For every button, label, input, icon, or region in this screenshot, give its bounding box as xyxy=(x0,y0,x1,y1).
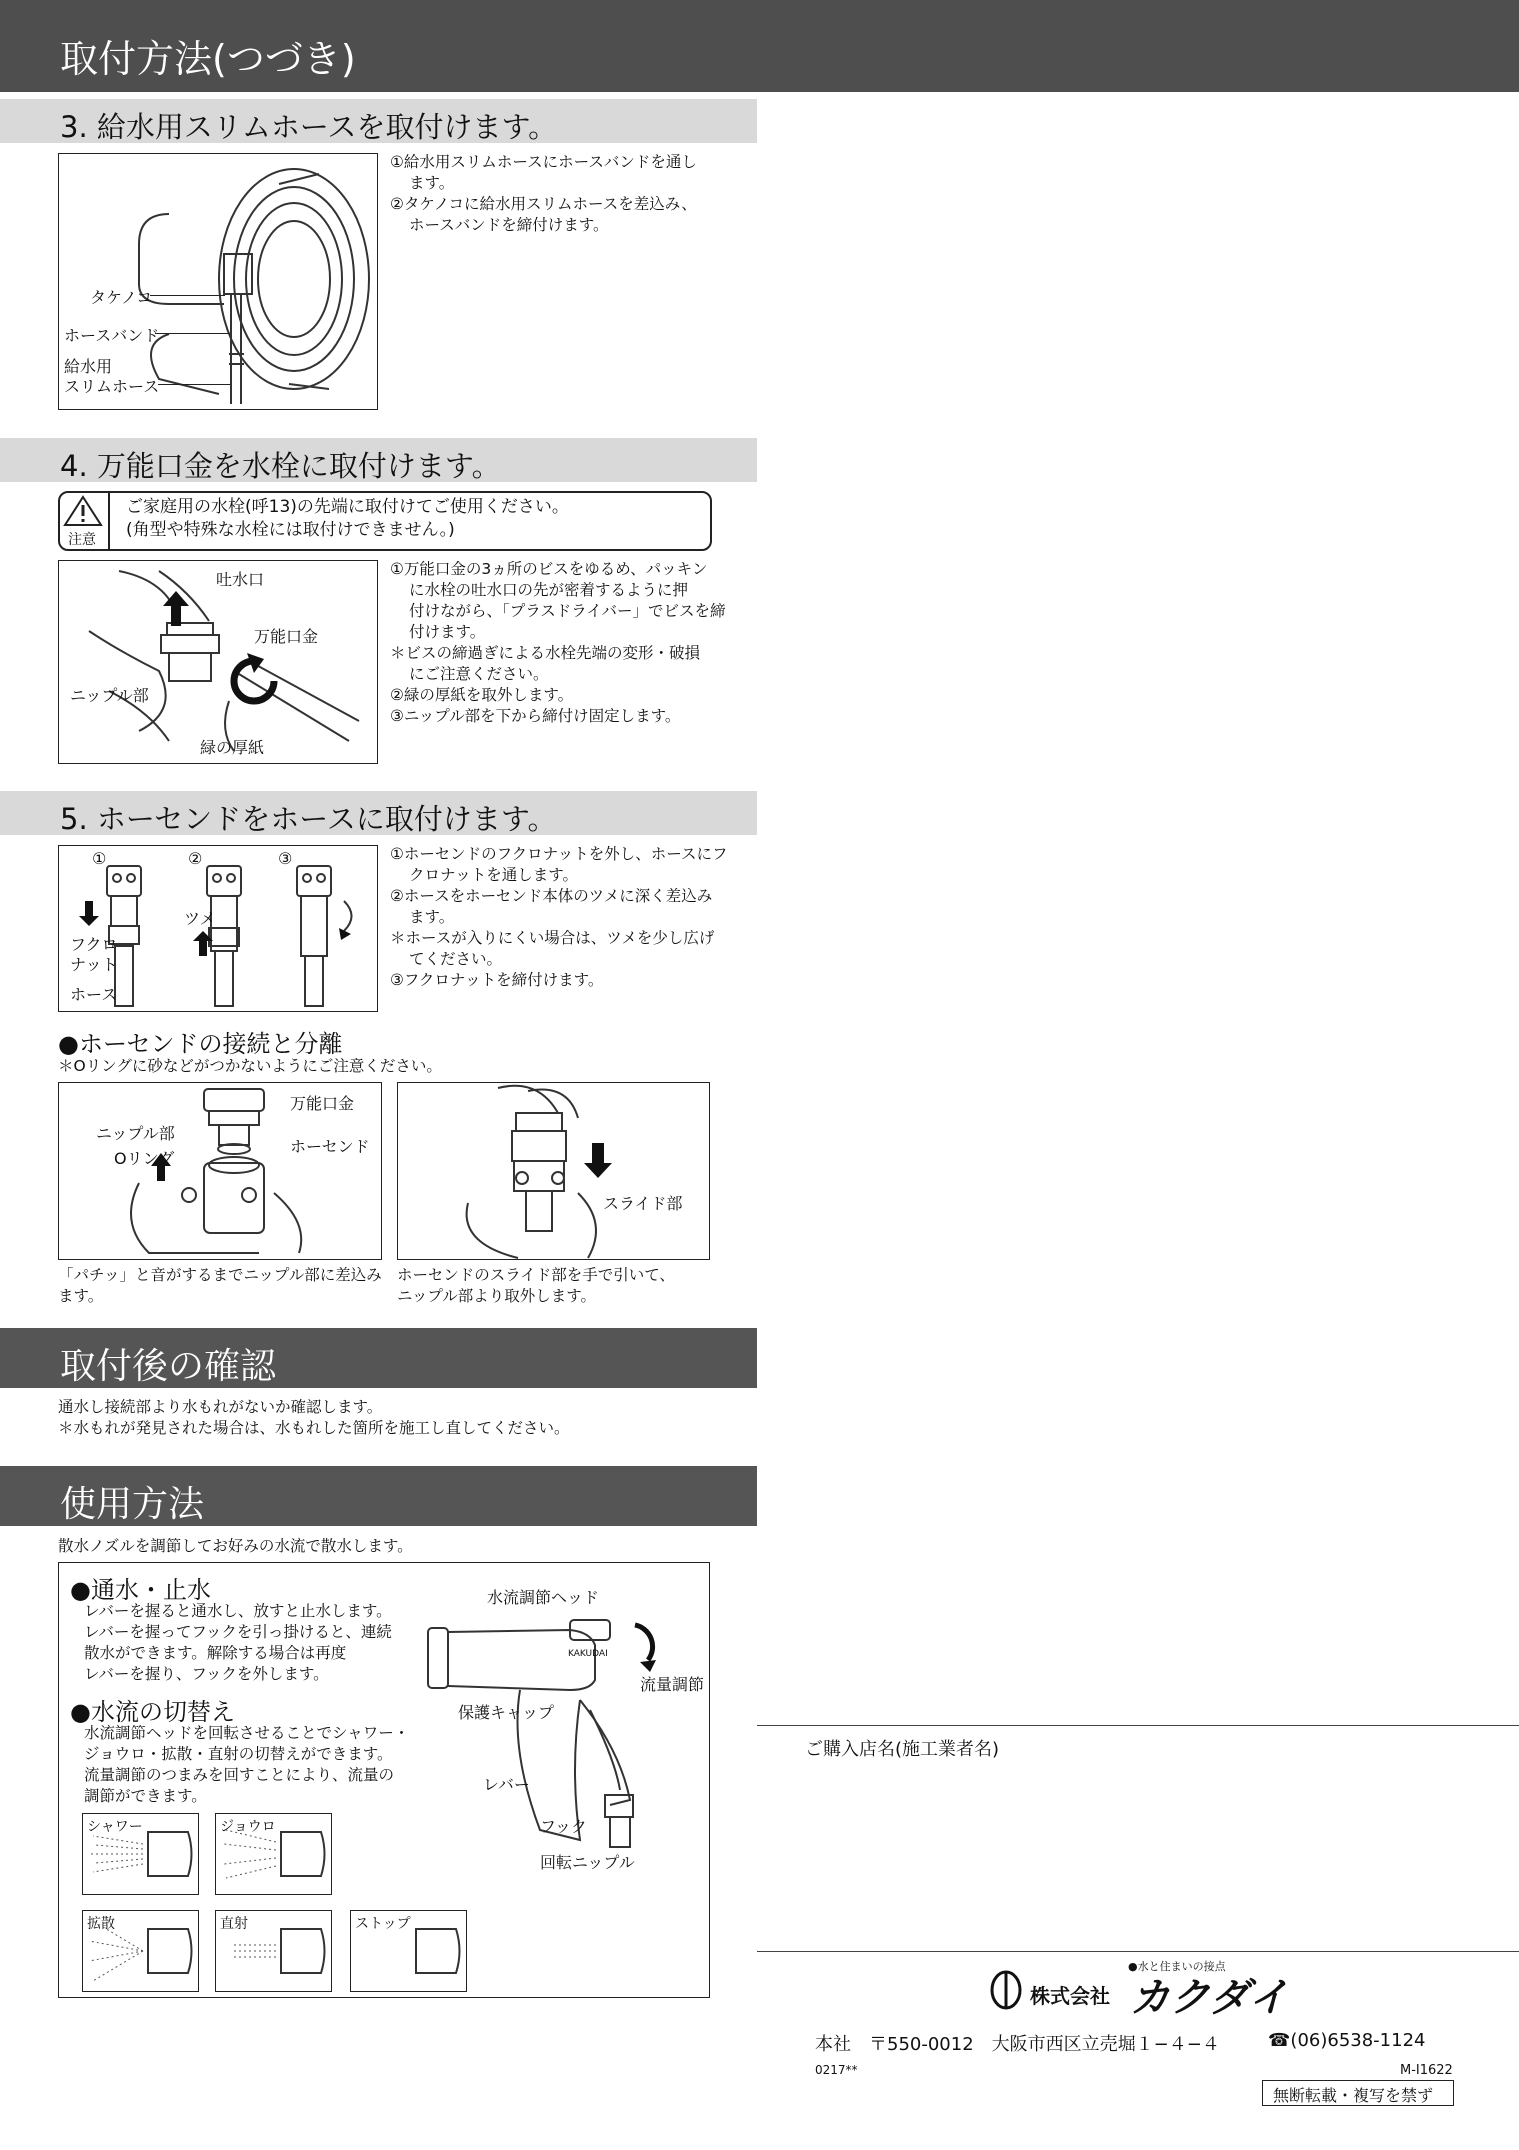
label-nipple-2: ニップル部 xyxy=(96,1124,175,1143)
right-caption xyxy=(397,1265,675,1307)
label-spout: 吐水口 xyxy=(216,570,265,589)
label-cap: 保護キャップ xyxy=(458,1703,555,1722)
footer-tagline: ●水と住まいの接点 xyxy=(1128,1960,1226,1973)
caution-line: ご家庭用の水栓(呼13)の先端に取付けてご使用ください。 xyxy=(126,497,569,517)
stop-icon xyxy=(351,1911,466,1991)
caption-line: ニップル部より取外します。 xyxy=(397,1287,597,1305)
instruction-line: てください。 xyxy=(409,950,503,968)
label-slimhose-1: 給水用 xyxy=(64,357,113,376)
instruction-line: ます。 xyxy=(409,174,455,192)
label-takenoko: タケノコ xyxy=(90,288,153,307)
logo-mark xyxy=(990,1970,1022,2010)
check-heading-band xyxy=(0,1328,757,1388)
step3-instructions xyxy=(390,152,697,236)
code-right: M-I1622 xyxy=(1400,2063,1453,2078)
step-number-1: ① xyxy=(92,849,107,868)
usage-sub1-text xyxy=(84,1601,392,1685)
code-left: 0217** xyxy=(815,2063,858,2077)
label-oring: Oリング xyxy=(114,1149,175,1168)
step3-heading-band xyxy=(0,99,757,143)
usage-line: 流量調節のつまみを回すことにより、流量の xyxy=(84,1766,395,1784)
usage-line: 水流調節ヘッドを回転させることでシャワー・ xyxy=(84,1724,410,1742)
usage-line: レバーを握り、フックを外します。 xyxy=(84,1665,329,1683)
label-nut-2: ナット xyxy=(70,955,118,974)
label-nut-1: フクロ xyxy=(70,935,118,954)
instruction-line: ③ニップル部を下から締付け固定します。 xyxy=(390,707,681,725)
purchase-top-line xyxy=(757,1725,1519,1726)
leader-line xyxy=(150,295,225,296)
check-text xyxy=(58,1397,570,1439)
label-lever: レバー xyxy=(483,1775,530,1794)
connect-note: ＊Oリングに砂などがつかないようにご注意ください。 xyxy=(58,1057,442,1075)
caption-line: ます。 xyxy=(58,1287,104,1305)
instruction-line: ＊ホースが入りにくい場合は、ツメを少し広げ xyxy=(390,929,715,947)
faucet-adapter-drawing xyxy=(59,561,377,763)
mode-diffuse xyxy=(82,1910,199,1992)
usage-sub1: ●通水・止水 xyxy=(70,1576,211,1604)
leader-line xyxy=(158,384,230,385)
mode-label: ジョウロ xyxy=(220,1819,276,1835)
step4-instructions xyxy=(390,559,726,727)
watering-can-icon xyxy=(216,1814,331,1894)
caution-icon-cell xyxy=(58,491,110,551)
step5-heading: 5. ホーセンドをホースに取付けます。 xyxy=(60,802,557,836)
label-adapter-2: 万能口金 xyxy=(290,1094,355,1113)
diffuse-icon xyxy=(83,1911,198,1991)
caution-label: 注意 xyxy=(68,532,96,548)
label-head: 水流調節ヘッド xyxy=(487,1588,600,1607)
step-number-3: ③ xyxy=(278,849,293,868)
purchase-bottom-line xyxy=(757,1951,1519,1952)
usage-line: 散水ができます。解除する場合は再度 xyxy=(84,1644,347,1662)
usage-heading: 使用方法 xyxy=(60,1484,205,1525)
instruction-line: 付けます。 xyxy=(409,623,486,641)
company-address: 本社 〒550-0012 大阪市西区立売堀１−４−４ xyxy=(815,2034,1220,2055)
label-hosend: ホーセンド xyxy=(290,1137,370,1156)
step4-heading-band xyxy=(0,438,757,482)
notice-text: 無断転載・複写を禁ず xyxy=(1273,2086,1434,2105)
usage-intro: 散水ノズルを調節してお好みの水流で散水します。 xyxy=(58,1537,413,1555)
page-title: 取付方法(つづき) xyxy=(60,37,356,81)
usage-sub2-text xyxy=(84,1723,409,1807)
instruction-line: に水栓の吐水口の先が密着するように押 xyxy=(409,581,689,599)
step5-instructions xyxy=(390,844,728,991)
instruction-line: ②タケノコに給水用スリムホースを差込み、 xyxy=(390,195,697,213)
label-nipple-3: 回転ニップル xyxy=(540,1853,635,1872)
brand-mark: KAKUDAI xyxy=(568,1649,608,1659)
instruction-line: ＊ビスの締過ぎによる水栓先端の変形・破損 xyxy=(390,644,701,662)
usage-line: 調節ができます。 xyxy=(84,1787,207,1805)
instruction-line: ホースバンドを締付けます。 xyxy=(409,216,609,234)
mode-label: 直射 xyxy=(220,1916,248,1932)
step4-illustration xyxy=(58,560,378,764)
mode-stop xyxy=(350,1910,467,1992)
label-slide: スライド部 xyxy=(603,1194,683,1213)
instruction-line: クロナットを通します。 xyxy=(409,866,578,884)
mode-jet xyxy=(215,1910,332,1992)
usage-sub2: ●水流の切替え xyxy=(70,1698,235,1726)
company-logo-icon xyxy=(990,1970,1022,2010)
instruction-line: 付けながら、「プラスドライバー」でビスを締 xyxy=(409,602,726,620)
usage-line: ジョウロ・拡散・直射の切替えができます。 xyxy=(84,1745,393,1763)
instruction-line: にご注意ください。 xyxy=(409,665,549,683)
step5-heading-band xyxy=(0,791,757,835)
caption-line: ホーセンドのスライド部を手で引いて、 xyxy=(397,1266,675,1284)
instruction-line: ③フクロナットを締付けます。 xyxy=(390,971,604,989)
instruction-line: ます。 xyxy=(409,908,455,926)
mode-label: 拡散 xyxy=(87,1916,115,1932)
instruction-line: ①ホーセンドのフクロナットを外し、ホースにフ xyxy=(390,845,728,863)
usage-heading-band xyxy=(0,1466,757,1526)
instruction-line: ②緑の厚紙を取外します。 xyxy=(390,686,574,704)
disconnect-illustration xyxy=(397,1082,710,1260)
label-flow: 流量調節 xyxy=(640,1675,705,1694)
shower-icon xyxy=(83,1814,198,1894)
mode-label: シャワー xyxy=(87,1819,143,1835)
warning-icon xyxy=(58,491,108,531)
jet-icon xyxy=(216,1911,331,1991)
connect-title: ●ホーセンドの接続と分離 xyxy=(58,1030,343,1058)
notice-box xyxy=(1262,2080,1454,2106)
check-heading: 取付後の確認 xyxy=(60,1346,277,1387)
step3-heading: 3. 給水用スリムホースを取付けます。 xyxy=(60,110,558,144)
label-nipple: ニップル部 xyxy=(70,686,149,705)
label-adapter: 万能口金 xyxy=(254,627,319,646)
usage-line: レバーを握ってフックを引っ掛けると、連続 xyxy=(84,1623,392,1641)
caption-line: 「パチッ」と音がするまでニップル部に差込み xyxy=(58,1266,382,1284)
label-paper: 緑の厚紙 xyxy=(200,738,265,757)
purchase-label: ご購入店名(施工業者名) xyxy=(805,1739,1000,1760)
mode-shower xyxy=(82,1813,199,1895)
leader-line xyxy=(155,333,230,334)
step4-heading: 4. 万能口金を水栓に取付けます。 xyxy=(60,449,501,483)
check-line: ＊水もれが発見された場合は、水もれした箇所を施工し直してください。 xyxy=(58,1419,570,1437)
instruction-line: ①給水用スリムホースにホースバンドを通し xyxy=(390,153,697,171)
mode-jouro xyxy=(215,1813,332,1895)
label-hoseband: ホースバンド xyxy=(64,326,160,345)
left-caption xyxy=(58,1265,382,1307)
company-prefix: 株式会社 xyxy=(1030,1984,1110,2008)
caution-line: (角型や特殊な水栓には取付けできません。) xyxy=(126,520,455,540)
mode-label: ストップ xyxy=(355,1916,411,1932)
label-tsume: ツメ xyxy=(184,909,216,928)
instruction-line: ①万能口金の3ヵ所のビスをゆるめ、パッキン xyxy=(390,560,708,578)
slide-release-drawing xyxy=(398,1083,709,1259)
company-phone: ☎(06)6538-1124 xyxy=(1268,2030,1426,2051)
label-hose: ホース xyxy=(70,985,118,1004)
label-hook: フック xyxy=(540,1817,587,1836)
step-number-2: ② xyxy=(188,849,203,868)
usage-line: レバーを握ると通水し、放すと止水します。 xyxy=(84,1602,392,1620)
check-line: 通水し接続部より水もれがないか確認します。 xyxy=(58,1398,383,1416)
company-name: カクダイ xyxy=(1130,1975,1289,2021)
instruction-line: ②ホースをホーセンド本体のツメに深く差込み xyxy=(390,887,713,905)
label-slimhose-2: スリムホース xyxy=(64,377,160,396)
